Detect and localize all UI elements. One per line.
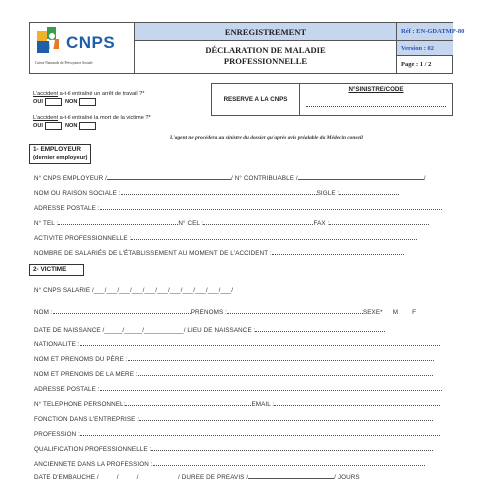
field-label: NOM : <box>34 309 53 316</box>
logo-cell <box>30 23 135 73</box>
section-employeur-header <box>29 144 91 164</box>
field-label: ACTIVITE PROFESSIONNELLE : <box>34 235 132 242</box>
field-label: NOM ET PRENOMS DU PÈRE : <box>34 356 128 363</box>
prenoms-field[interactable] <box>227 309 363 314</box>
question-text: a-t-il entraîné un arrêt de travail ?* <box>58 91 145 97</box>
field-label: QUALIFICATION PROFESSIONNELLE : <box>34 446 152 453</box>
employer-name-line <box>34 190 399 197</box>
date-embauche-field[interactable]: DATE D'EMBAUCHE /_____/_____/___________/ DUREE DE PREAVIS / <box>34 474 249 480</box>
page-number: Page : 1 / 2 <box>401 61 432 68</box>
checkbox-non[interactable] <box>79 98 96 106</box>
preavis-field[interactable] <box>248 474 334 479</box>
activite-field[interactable] <box>131 235 417 240</box>
reserve-label: RESERVE A LA CNPS <box>212 84 300 115</box>
section-title: 1- EMPLOYEUR <box>33 146 81 153</box>
raison-sociale-field[interactable] <box>121 190 317 195</box>
field-label: ANCIENNETE DANS LA PROFESSION : <box>34 461 153 468</box>
victim-father-line <box>34 356 434 363</box>
telephone-field[interactable] <box>125 401 251 406</box>
option-oui-label: OUI <box>33 98 43 105</box>
adresse-victime-field[interactable] <box>100 386 442 391</box>
cnps-employeur-field[interactable] <box>107 175 231 180</box>
section-victime-header <box>29 264 84 276</box>
question-prefix: L'accident <box>33 115 59 121</box>
field-label: NATIONALITE : <box>34 341 80 348</box>
checkbox-oui[interactable] <box>45 98 62 106</box>
profession-field[interactable] <box>80 431 440 436</box>
anciennete-field[interactable] <box>153 461 425 466</box>
question-mort-victime <box>33 115 151 130</box>
contribuable-field[interactable] <box>298 175 424 180</box>
victim-profession-line <box>34 431 440 438</box>
field-label: SIGLE : <box>316 190 340 197</box>
cnps-logo-icon <box>37 27 63 53</box>
sinistre-label: N°SINISTRE/CODE <box>348 86 404 93</box>
question-prefix: L'accident <box>33 91 59 97</box>
sigle-field[interactable] <box>339 190 399 195</box>
nom-field[interactable] <box>53 309 191 314</box>
checkbox-oui[interactable] <box>45 122 62 130</box>
victim-hire-line <box>34 474 360 480</box>
reference-code: Réf : EN-GDATMP-80 <box>397 23 453 41</box>
question-arret-travail <box>33 91 144 106</box>
section-title: 2- VICTIME <box>33 266 67 273</box>
employer-staff-line <box>34 250 404 257</box>
field-label: NOM OU RAISON SOCIALE : <box>34 190 121 197</box>
victim-cnps-line <box>34 287 233 294</box>
employer-address-line <box>34 205 442 212</box>
field-label: N° TELEPHONE PERSONNEL: <box>34 401 126 408</box>
lieu-naissance-field[interactable] <box>255 327 385 332</box>
option-non-label: NON <box>64 122 78 129</box>
date-naissance-field[interactable]: DATE DE NAISSANCE /_____/_____/___________/ LIEU DE NAISSANCE : <box>34 327 256 334</box>
section-subtitle: (dernier employeur) <box>33 155 88 161</box>
field-label: N° CEL : <box>178 220 204 227</box>
nombre-salaries-field[interactable] <box>272 250 404 255</box>
sinistre-field[interactable] <box>306 103 446 107</box>
field-label: N° CNPS EMPLOYEUR / <box>34 175 107 182</box>
fax-field[interactable] <box>329 220 429 225</box>
version-label: Version : 02 <box>397 41 453 56</box>
header-subtitle-line1: DÉCLARATION DE MALADIE <box>205 45 326 55</box>
field-label: N° TEL : <box>34 220 59 227</box>
employer-phone-line <box>34 220 429 227</box>
reserve-cnps-box <box>211 83 453 116</box>
victim-birth-line <box>34 327 385 334</box>
option-oui-label: OUI <box>33 122 43 129</box>
logo-text: CNPS <box>66 33 116 52</box>
qualification-field[interactable] <box>151 446 433 451</box>
sinistre-cell <box>300 84 452 115</box>
sexe-f-option[interactable]: F <box>412 309 417 316</box>
field-label: PROFESSION : <box>34 431 80 438</box>
field-label: / <box>423 175 426 182</box>
field-label: PRENOMS : <box>190 309 227 316</box>
field-label: ADRESSE POSTALE : <box>34 386 100 393</box>
pere-field[interactable] <box>128 356 434 361</box>
field-label: / N° CONTRIBUABLE / <box>231 175 298 182</box>
field-label: FAX : <box>313 220 330 227</box>
sexe-m-option[interactable]: M <box>392 309 399 316</box>
victim-name-line <box>34 309 416 316</box>
victim-seniority-line <box>34 461 425 468</box>
field-label: FONCTION DANS L'ENTREPRISE : <box>34 416 140 423</box>
mere-field[interactable] <box>138 371 433 376</box>
field-label: NOM ET PRENOMS DE LA MERE : <box>34 371 138 378</box>
employer-cnps-line <box>34 175 426 182</box>
option-non-label: NON <box>64 98 78 105</box>
employer-activity-line <box>34 235 417 242</box>
adresse-employeur-field[interactable] <box>100 205 442 210</box>
field-label: / JOURS <box>334 474 360 480</box>
document-header <box>29 22 465 74</box>
cel-field[interactable] <box>203 220 313 225</box>
agent-note: L'agent ne procédera au sinistre du dossier qu'après avis préalable du Médecin conseil <box>170 135 363 141</box>
field-label: NOMBRE DE SALARIÉS DE L'ÉTABLISSEMENT AU MOMENT DE L'ACCIDENT : <box>34 250 272 257</box>
victim-qualification-line <box>34 446 433 453</box>
fonction-field[interactable] <box>139 416 433 421</box>
cnps-salarie-field[interactable]: N° CNPS SALARIE /___/___/___/___/___/___/___/___/___/___/___/ <box>34 287 234 294</box>
nationalite-field[interactable] <box>80 341 440 346</box>
email-field[interactable] <box>274 401 440 406</box>
field-label: ADRESSE POSTALE : <box>34 205 100 212</box>
victim-function-line <box>34 416 433 423</box>
header-subtitle <box>135 41 397 73</box>
tel-field[interactable] <box>58 220 178 225</box>
checkbox-non[interactable] <box>79 122 96 130</box>
field-label: EMAIL : <box>251 401 275 408</box>
victim-address-line <box>34 386 442 393</box>
victim-nationality-line <box>34 341 440 348</box>
question-text: a-t-il entraîné la mort de la victime ?* <box>58 115 151 121</box>
field-label: SEXE* <box>362 309 383 316</box>
victim-phone-line <box>34 401 440 408</box>
victim-mother-line <box>34 371 433 378</box>
logo-subtitle: Caisse Nationale de Prévoyance Sociale <box>35 61 93 65</box>
header-title: ENREGISTREMENT <box>135 23 397 41</box>
header-subtitle-line2: PROFESSIONNELLE <box>223 56 308 66</box>
